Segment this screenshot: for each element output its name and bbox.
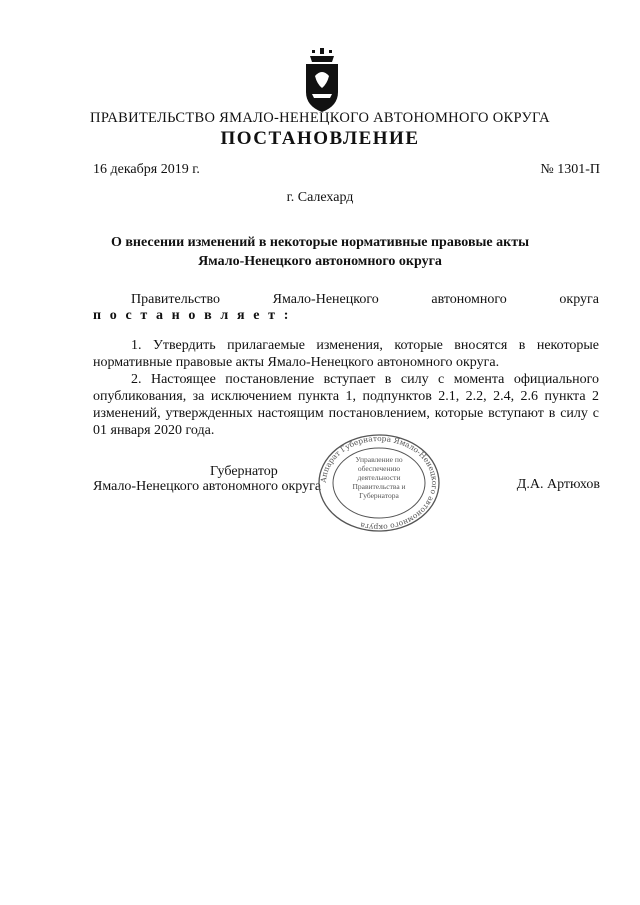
document-city: г. Салехард [286, 190, 354, 205]
signatory-title: Губернатор [210, 464, 278, 479]
document-subject [0, 233, 640, 271]
document-type: ПОСТАНОВЛЕНИЕ [220, 128, 420, 149]
decree-word: п о с т а н о в л я е т : [93, 308, 291, 323]
preamble-line [93, 292, 599, 308]
official-stamp [316, 433, 442, 533]
signatory-organization: Ямало-Ненецкого автономного округа [93, 479, 322, 494]
preamble-word-1: Правительство [131, 292, 220, 307]
preamble-word-3: автономного [431, 292, 507, 307]
document-date: 16 декабря 2019 г. [93, 162, 200, 177]
organization-name: ПРАВИТЕЛЬСТВО ЯМАЛО-НЕНЕЦКОГО АВТОНОМНОГО ОКРУГА [90, 110, 550, 126]
subject-line-1: О внесении изменений в некоторые нормативные правовые акты [110, 235, 530, 250]
subject-line-2: Ямало-Ненецкого автономного округа [198, 254, 442, 269]
preamble-word-2: Ямало-Ненецкого [272, 292, 379, 307]
stamp-ring-text: Аппарат Губернатора Ямало-Ненецкого автономного округа [318, 433, 440, 533]
coat-of-arms-icon [300, 48, 344, 114]
paragraph-1: 1. Утвердить прилагаемые изменения, которые вносятся в некоторые нормативные правовые акты Ямало-Ненецкого автономного округа. [93, 338, 599, 370]
stamp-center-text: Управление по обеспечению деятельности Правительства и Губернатора [352, 455, 406, 500]
paragraph-2: 2. Настоящее постановление вступает в силу с момента официального опубликования, за исключением пункта 1, подпунктов 2.1, 2.2, 2.4, 2.6 пункта 2 изменений, утвержденных настоящим постановлением, которые вступают в силу с 01 января 2020 года. [93, 372, 599, 438]
signatory-name: Д.А. Артюхов [516, 477, 600, 492]
preamble-word-4: округа [559, 292, 599, 307]
document-number: № 1301-П [540, 162, 600, 177]
